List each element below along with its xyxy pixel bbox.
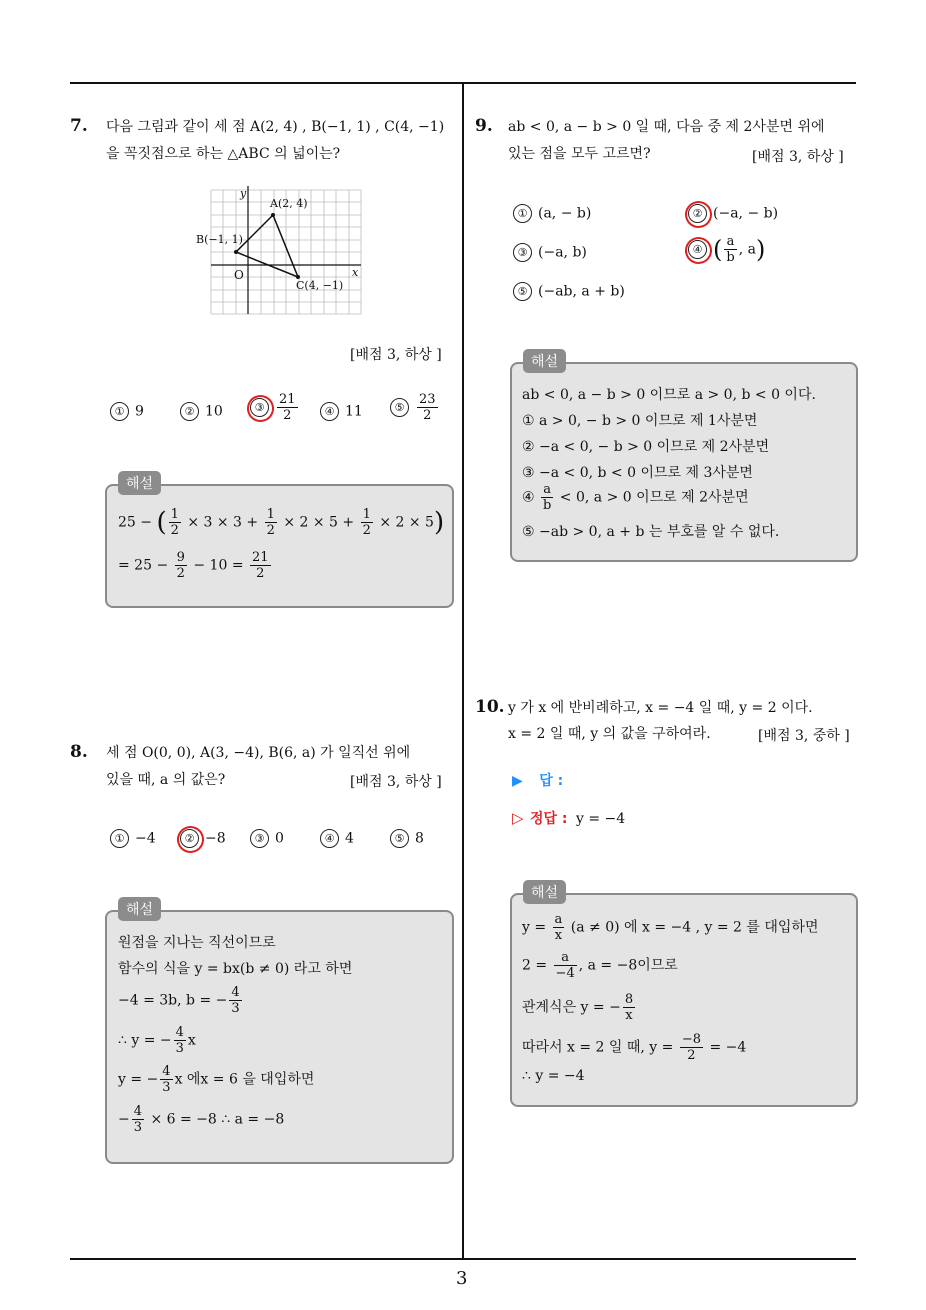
score-tag: [배점 3, 하상 ] bbox=[350, 347, 442, 363]
choice-text: (a, − b) bbox=[538, 205, 592, 222]
question-number: 9. bbox=[475, 116, 493, 136]
solution-line4: ∴ y = − $\frac{4}{3}$ x bbox=[118, 1025, 196, 1056]
question-text-line1: ab < 0, a − b > 0 일 때, 다음 중 제 2사분면 위에 bbox=[508, 119, 825, 135]
choice-text: 9 bbox=[135, 403, 144, 420]
correct-value: y = −4 bbox=[575, 811, 626, 827]
choice-3[interactable] bbox=[250, 829, 284, 848]
solution-line1: ab < 0, a − b > 0 이므로 a > 0, b < 0 이다. bbox=[522, 387, 816, 403]
choice-text: 11 bbox=[345, 403, 363, 420]
choice-mark: ① bbox=[110, 829, 129, 848]
choice-text: −8 bbox=[205, 830, 226, 847]
frac-den: 2 bbox=[423, 408, 432, 423]
choice-5[interactable] bbox=[390, 392, 440, 423]
choice-mark: ① bbox=[110, 402, 129, 421]
choice-1[interactable] bbox=[110, 402, 144, 421]
choice-mark: ⑤ bbox=[513, 282, 532, 301]
solution-tag: 해설 bbox=[523, 349, 566, 373]
solution-line4: ③ −a < 0, b < 0 이므로 제 3사분면 bbox=[522, 465, 753, 481]
solution-tag: 해설 bbox=[118, 897, 161, 921]
solution-line2: = 25 − $\frac{9}{2}$ − 10 = $\frac{21}{2}$ bbox=[118, 550, 269, 581]
solution-line4: 따라서 x = 2 일 때, y = $\frac{-8}{2}$ = −4 bbox=[522, 1032, 747, 1063]
question-text-line2: 있는 점을 모두 고르면? bbox=[508, 146, 651, 162]
score-tag: [배점 3, 하상 ] bbox=[752, 149, 844, 165]
question-text-line2: 있을 때, a 의 값은? bbox=[106, 772, 226, 788]
solution-line5: y = − $\frac{4}{3}$ x 에x = 6 을 대입하면 bbox=[118, 1064, 315, 1095]
choice-5[interactable] bbox=[390, 829, 424, 848]
solution-box bbox=[105, 484, 454, 608]
choice-text: (−ab, a + b) bbox=[538, 283, 625, 300]
choice-text: 0 bbox=[275, 830, 284, 847]
x-axis-label: x bbox=[352, 266, 359, 279]
choice-text: 4 bbox=[345, 830, 354, 847]
choice-mark: ⑤ bbox=[390, 829, 409, 848]
question-text-line1: y 가 x 에 반비례하고, x = −4 일 때, y = 2 이다. bbox=[508, 700, 813, 716]
choice-mark-selected: ③ bbox=[250, 398, 269, 417]
choice-2[interactable] bbox=[180, 829, 226, 848]
choice-mark: ④ bbox=[320, 402, 339, 421]
question-text-line1: 세 점 O(0, 0), A(3, −4), B(6, a) 가 일직선 위에 bbox=[106, 745, 411, 761]
frac-num: 21 bbox=[279, 392, 296, 407]
y-axis-label: y bbox=[240, 187, 247, 200]
point-b-label: B(−1, 1) bbox=[196, 233, 243, 246]
page-number: 3 bbox=[456, 1268, 468, 1289]
choice-text: −4 bbox=[135, 830, 156, 847]
solution-line3: −4 = 3b, b = − $\frac{4}{3}$ bbox=[118, 985, 240, 1016]
answer-row[interactable] bbox=[512, 770, 563, 790]
outline-arrow-icon: ▷ bbox=[512, 809, 524, 827]
question-number: 7. bbox=[70, 116, 88, 136]
correct-label: 정답 : bbox=[530, 811, 568, 827]
solution-line1: y = $\frac{a}{x}$ (a ≠ 0) 에 x = −4 , y = 2 를 대입하면 bbox=[522, 912, 819, 943]
choice-mark: ③ bbox=[513, 243, 532, 262]
choice-text: , a bbox=[738, 241, 756, 258]
question-number: 10. bbox=[475, 697, 505, 717]
choice-3[interactable] bbox=[250, 392, 300, 423]
solution-line5: ∴ y = −4 bbox=[522, 1068, 585, 1084]
play-arrow-icon: ▶ bbox=[512, 773, 523, 789]
frac-den: b bbox=[726, 250, 735, 265]
column-divider bbox=[462, 84, 464, 1259]
choice-1[interactable] bbox=[110, 829, 156, 848]
question-text-line2: x = 2 일 때, y 의 값을 구하여라. bbox=[508, 726, 711, 742]
choice-2[interactable] bbox=[688, 204, 778, 223]
choice-text: 8 bbox=[415, 830, 424, 847]
choice-mark-selected: ② bbox=[688, 204, 707, 223]
point-c-label: C(4, −1) bbox=[296, 279, 344, 292]
solution-tag: 해설 bbox=[118, 471, 161, 495]
choice-mark: ④ bbox=[320, 829, 339, 848]
choice-text: (−a, b) bbox=[538, 244, 587, 261]
choice-mark: ⑤ bbox=[390, 398, 409, 417]
bottom-rule bbox=[70, 1258, 856, 1260]
solution-line1: 25 − ( $\frac{1}{2}$ × 3 × 3 + $\frac{1}{2}$ × 2 × 5 + $\frac{1}{2}$ × 2 × 5) bbox=[118, 507, 445, 538]
choice-4[interactable] bbox=[320, 829, 354, 848]
question-number: 8. bbox=[70, 742, 88, 762]
solution-line3: 관계식은 y = − $\frac{8}{x}$ bbox=[522, 992, 634, 1023]
choice-mark: ② bbox=[180, 402, 199, 421]
choice-2[interactable] bbox=[180, 402, 223, 421]
solution-line5: ④ $\frac{a}{b}$ < 0, a > 0 이므로 제 2사분면 bbox=[522, 482, 749, 513]
frac-num: a bbox=[724, 234, 736, 250]
question-text-line2: 을 꼭짓점으로 하는 △ABC 의 넓이는? bbox=[106, 146, 341, 162]
correct-answer-row bbox=[512, 808, 625, 828]
choice-mark: ① bbox=[513, 204, 532, 223]
origin-label: O bbox=[234, 268, 244, 282]
solution-line2: 2 = $\frac{a}{-4}$ , a = −8이므로 bbox=[522, 950, 678, 981]
choice-4[interactable]: ④ ( $\frac{a}{b}$ , a) bbox=[688, 234, 765, 265]
score-tag: [배점 3, 하상 ] bbox=[350, 774, 442, 790]
choice-text: 10 bbox=[205, 403, 223, 420]
choice-mark-selected: ② bbox=[180, 829, 199, 848]
solution-line1: 원점을 지나는 직선이므로 bbox=[118, 935, 276, 951]
solution-line6: ⑤ −ab > 0, a + b 는 부호를 알 수 없다. bbox=[522, 524, 780, 540]
solution-line2: 함수의 식을 y = bx(b ≠ 0) 라고 하면 bbox=[118, 961, 353, 977]
solution-line2: ① a > 0, − b > 0 이므로 제 1사분면 bbox=[522, 413, 758, 429]
frac-num: 23 bbox=[419, 392, 436, 407]
score-tag: [배점 3, 중하 ] bbox=[758, 728, 850, 744]
solution-line3: ② −a < 0, − b > 0 이므로 제 2사분면 bbox=[522, 439, 770, 455]
choice-mark-selected: ④ bbox=[688, 240, 707, 259]
solution-line6: − $\frac{4}{3}$ × 6 = −8 ∴ a = −8 bbox=[118, 1104, 285, 1135]
choice-1[interactable] bbox=[513, 204, 591, 223]
choice-4[interactable] bbox=[320, 402, 363, 421]
answer-label: 답 : bbox=[539, 773, 564, 789]
choice-mark: ③ bbox=[250, 829, 269, 848]
point-a-label: A(2, 4) bbox=[270, 197, 308, 210]
frac-den: 2 bbox=[283, 408, 292, 423]
question-text-line1: 다음 그림과 같이 세 점 A(2, 4) , B(−1, 1) , C(4, −1) bbox=[106, 119, 445, 135]
solution-tag: 해설 bbox=[523, 880, 566, 904]
choice-3[interactable] bbox=[513, 243, 587, 262]
choice-5[interactable] bbox=[513, 282, 625, 301]
choice-text: (−a, − b) bbox=[713, 205, 779, 222]
